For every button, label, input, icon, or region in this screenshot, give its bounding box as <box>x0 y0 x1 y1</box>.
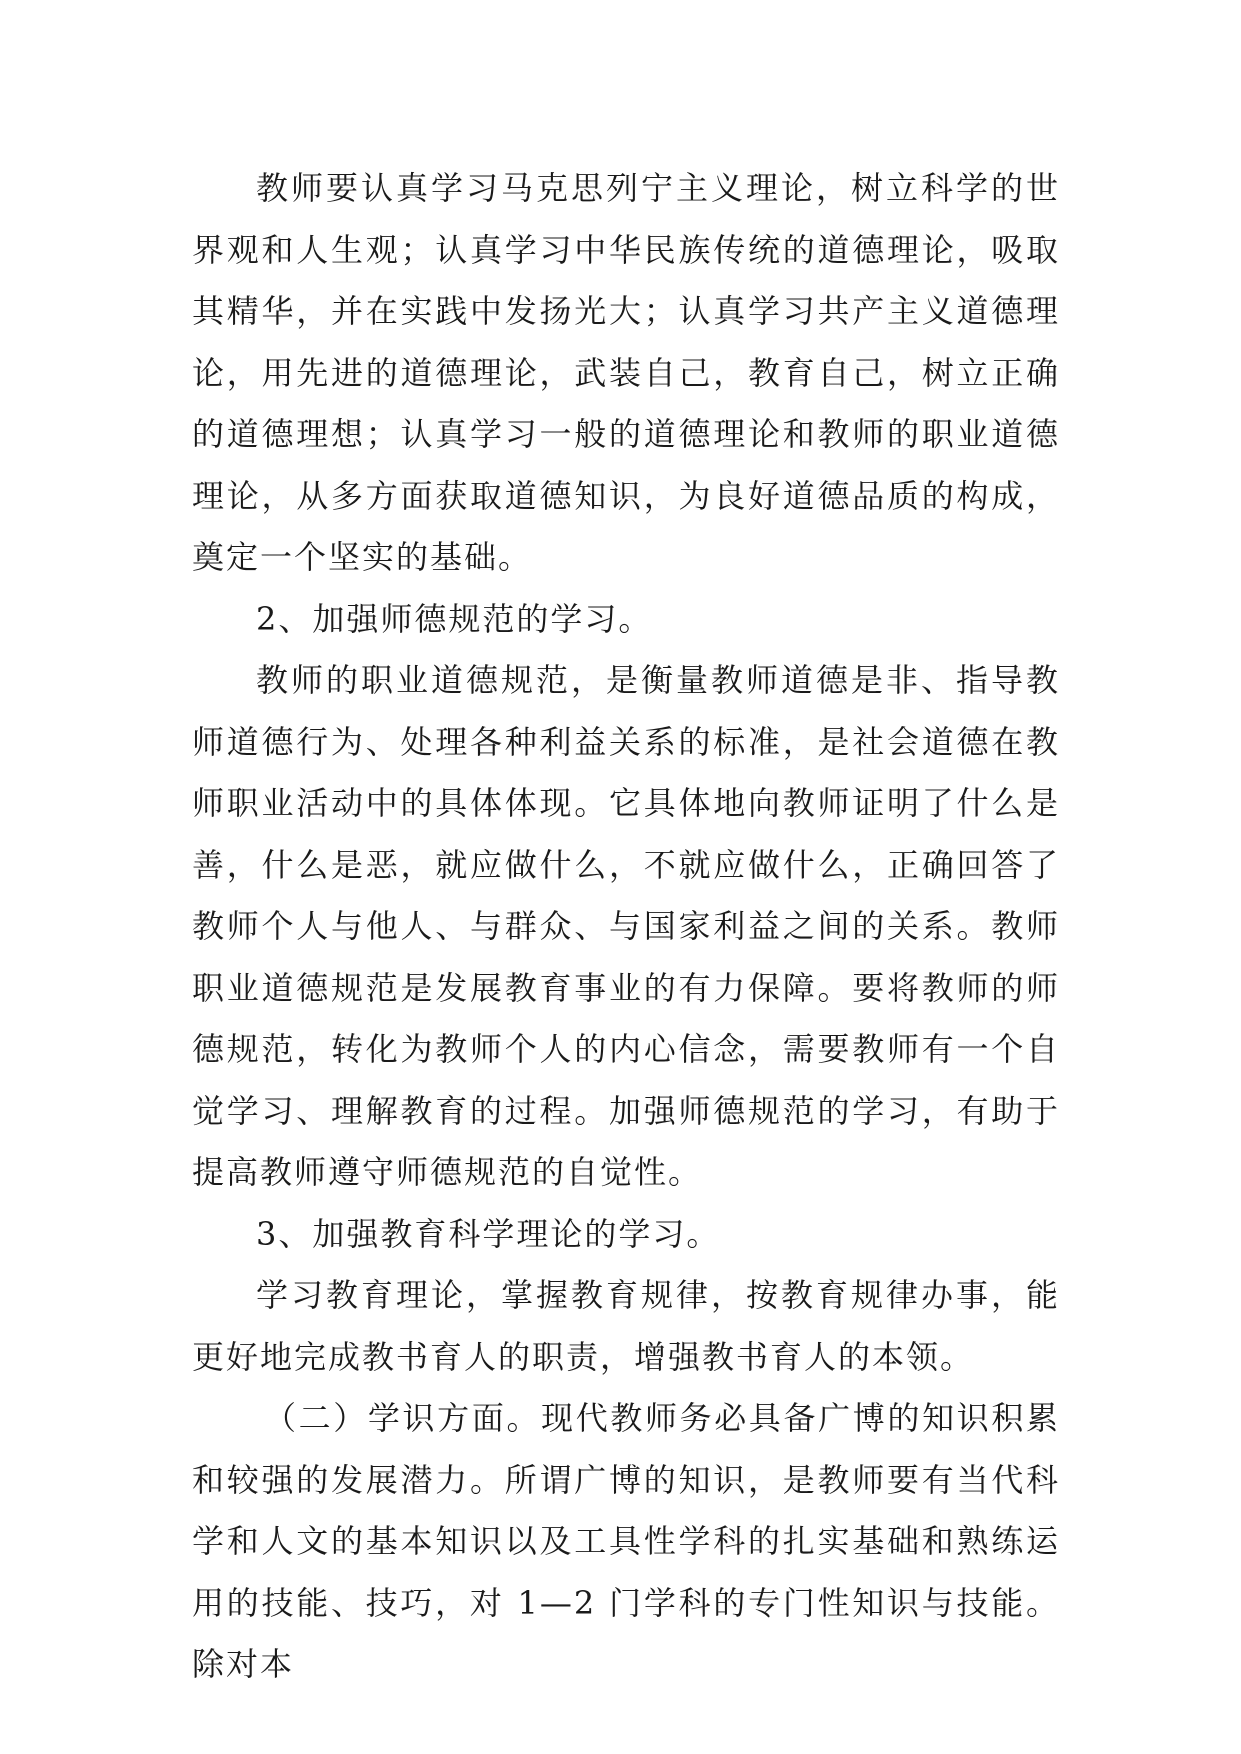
paragraph-knowledge: （二）学识方面。现代教师务必具备广博的知识积累和较强的发展潜力。所谓广博的知识，是教师要有当代科学和人文的基本知识以及工具性学科的扎实基础和熟练运用的技能、技巧，对 1—2 门学科的专门性知识与技能。除对本 <box>192 1399 1060 1683</box>
heading-education-theory: 3、加强教育科学理论的学习。 <box>256 1214 721 1253</box>
paragraph-education-theory: 学习教育理论，掌握教育规律，按教育规律办事，能更好地完成教书育人的职责，增强教书育人的本领。 <box>192 1276 1060 1376</box>
body-text <box>192 158 1060 1696</box>
paragraph-moral-theory: 教师要认真学习马克思列宁主义理论，树立科学的世界观和人生观；认真学习中华民族传统的道德理论，吸取其精华，并在实践中发扬光大；认真学习共产主义道德理论，用先进的道德理论，武装自己，教育自己，树立正确的道德理想；认真学习一般的道德理论和教师的职业道德理论，从多方面获取道德知识，为良好道德品质的构成，奠定一个坚实的基础。 <box>192 169 1060 576</box>
heading-ethics-norms: 2、加强师德规范的学习。 <box>256 599 653 638</box>
paragraph-ethics-norms: 教师的职业道德规范，是衡量教师道德是非、指导教师道德行为、处理各种利益关系的标准，是社会道德在教师职业活动中的具体体现。它具体地向教师证明了什么是善，什么是恶，就应做什么，不就应做什么，正确回答了教师个人与他人、与群众、与国家利益之间的关系。教师职业道德规范是发展教育事业的有力保障。要将教师的师德规范，转化为教师个人的内心信念，需要教师有一个自觉学习、理解教育的过程。加强师德规范的学习，有助于提高教师遵守师德规范的自觉性。 <box>192 661 1060 1191</box>
